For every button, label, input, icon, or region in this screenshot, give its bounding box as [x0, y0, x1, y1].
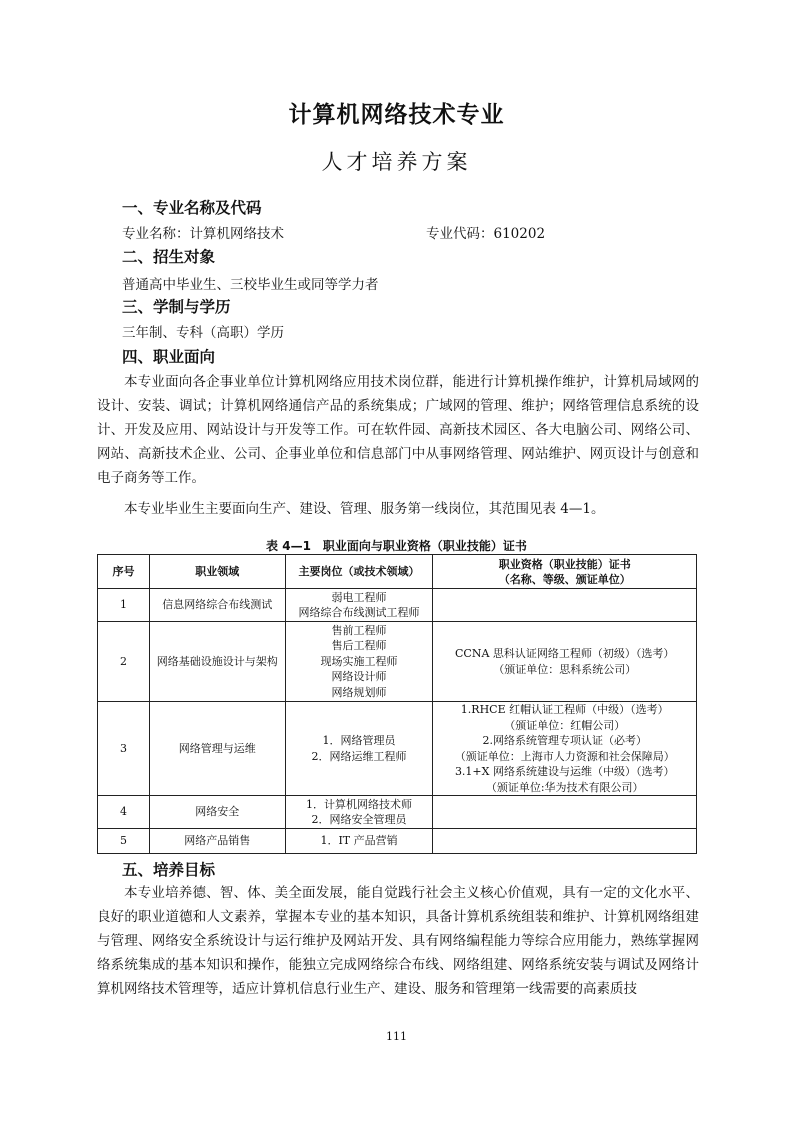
row-no: 3 — [98, 702, 150, 796]
header-post: 主要岗位（或技术领域） — [285, 555, 433, 589]
cert-item: 1.RHCE 红帽认证工程师（中级）（选考） — [460, 703, 669, 716]
row-no: 5 — [98, 829, 150, 854]
row-field: 网络产品销售 — [149, 829, 285, 854]
header-no: 序号 — [98, 555, 150, 589]
page-number: 111 — [386, 1030, 407, 1043]
post-item: 2．网络安全管理员 — [311, 813, 407, 826]
header-cert-line-1: 职业资格（职业技能）证书 — [498, 557, 631, 571]
table-row — [98, 829, 697, 854]
section-heading-4: 四、职业面向 — [122, 348, 216, 366]
enrollment-text: 普通高中毕业生、三校毕业生或同等学力者 — [122, 277, 379, 293]
post-item: 网络规划师 — [331, 685, 387, 699]
cert-item: 3.1+X 网络系统建设与运维（中级）（选考） — [454, 765, 675, 778]
post-item: 售后工程师 — [331, 639, 387, 653]
row-certs — [433, 589, 697, 622]
table-row — [98, 622, 697, 702]
row-posts — [285, 589, 433, 622]
document-subtitle: 人才培养方案 — [321, 150, 472, 174]
post-item: 网络设计师 — [331, 670, 387, 684]
row-posts — [285, 622, 433, 702]
career-paragraph-2: 本专业毕业生主要面向生产、建设、管理、服务第一线岗位，其范围见表 4—1。 — [124, 501, 605, 517]
row-posts — [285, 702, 433, 796]
row-field: 网络安全 — [149, 796, 285, 829]
row-posts — [285, 829, 433, 854]
row-no: 1 — [98, 589, 150, 622]
document-title: 计算机网络技术专业 — [288, 102, 505, 128]
table-row — [98, 796, 697, 829]
goal-paragraph: 本专业培养德、智、体、美全面发展，能自觉践行社会主义核心价值观，具有一定的文化水平、良好的职业道德和人文素养，掌握本专业的基本知识，具备计算机系统组装和维护、计算机网络组建与管理、网络安全系统设计与运行维护及网站开发、具有网络编程能力等综合应用能力，熟练掌握网络系统集成的基本知识和操作，能独立完成网络综合布线、网络组建、网络系统安装与调试及网络计算机网络技术管理等，适应计算机信息行业生产、建设、服务和管理第一线需要的高素质技 — [97, 885, 699, 997]
cert-item: （颁证单位：上海市人力资源和社会保障局） — [454, 749, 675, 763]
row-field: 信息网络综合布线测试 — [149, 589, 285, 622]
major-code-line: 专业代码：610202 — [426, 226, 546, 242]
post-item: 1．计算机网络技术师 — [306, 797, 413, 811]
career-table — [97, 554, 697, 854]
post-item: 现场实施工程师 — [320, 654, 398, 668]
career-paragraph-1: 本专业面向各企事业单位计算机网络应用技术岗位群，能进行计算机操作维护，计算机局域网的设计、安装、调试；计算机网络通信产品的系统集成；广域网的管理、维护；网络管理信息系统的设计、开发及应用、网站设计与开发等工作。可在软件园、高新技术园区、各大电脑公司、网络公司、网站、高新技术企业、公司、企事业单位和信息部门中从事网络管理、网站维护、网页设计与创意和电子商务等工作。 — [97, 374, 699, 486]
cert-item: （颁证单位:华为技术有限公司） — [485, 780, 644, 794]
header-field: 职业领域 — [149, 555, 285, 589]
header-cert-line-2: （名称、等级、颁证单位） — [498, 572, 631, 586]
post-item: 1．IT 产品营销 — [320, 834, 398, 848]
post-item: 2．网络运维工程师 — [311, 749, 407, 763]
cert-item: （颁证单位：红帽公司） — [504, 718, 626, 732]
section-heading-2: 二、招生对象 — [122, 248, 216, 266]
section-heading-3: 三、学制与学历 — [122, 298, 231, 316]
row-certs — [433, 702, 697, 796]
row-certs — [433, 796, 697, 829]
table-header-row — [98, 555, 697, 589]
cert-item: 2.网络系统管理专项认证（必考） — [482, 734, 647, 747]
table-row — [98, 589, 697, 622]
cert-item: CCNA 思科认证网络工程师（初级）（选考） — [455, 647, 675, 660]
row-posts — [285, 796, 433, 829]
section-heading-1: 一、专业名称及代码 — [122, 199, 262, 217]
row-certs — [433, 622, 697, 702]
row-field: 网络基础设施设计与架构 — [149, 622, 285, 702]
row-field: 网络管理与运维 — [149, 702, 285, 796]
major-name-line: 专业名称：计算机网络技术 — [122, 226, 284, 242]
row-no: 4 — [98, 796, 150, 829]
post-item: 售前工程师 — [331, 623, 387, 637]
table-row — [98, 702, 697, 796]
row-certs — [433, 829, 697, 854]
duration-text: 三年制、专科（高职）学历 — [122, 325, 284, 341]
section-heading-5: 五、培养目标 — [122, 861, 216, 879]
post-item: 弱电工程师 — [331, 590, 387, 604]
row-no: 2 — [98, 622, 150, 702]
cert-item: （颁证单位：思科系统公司） — [493, 662, 637, 676]
post-item: 1．网络管理员 — [322, 734, 396, 747]
table-caption: 表 4—1 职业面向与职业资格（职业技能）证书 — [266, 539, 527, 553]
header-cert — [433, 555, 697, 589]
post-item: 网络综合布线测试工程师 — [298, 606, 420, 619]
